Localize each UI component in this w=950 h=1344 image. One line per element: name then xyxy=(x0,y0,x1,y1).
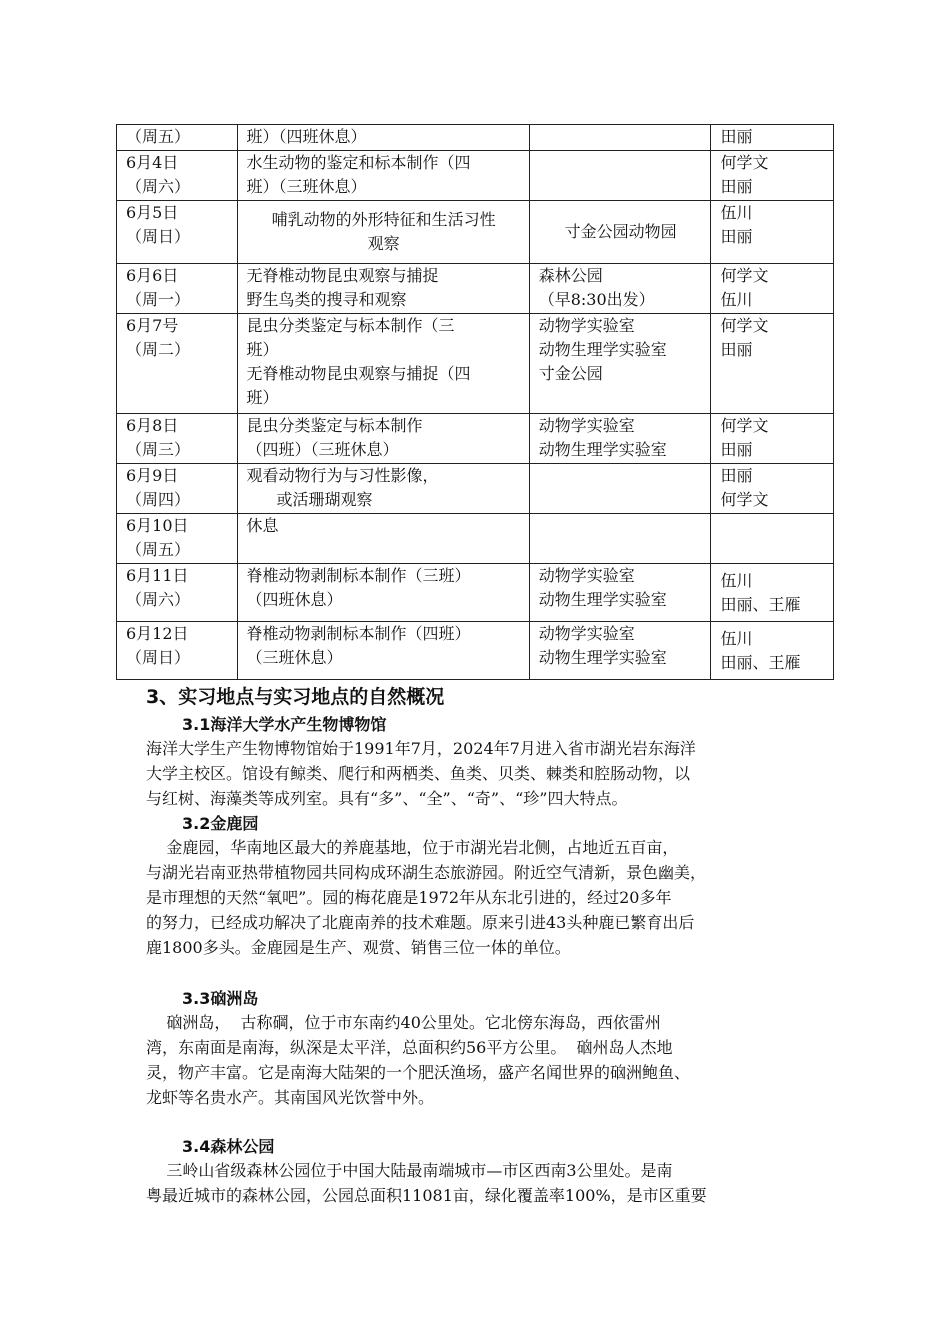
date-cell xyxy=(117,264,238,314)
staff-cell-line: 田丽、王雁 xyxy=(720,594,801,614)
staff-cell-line: 田丽 xyxy=(720,177,753,196)
date-cell-line: （周五） xyxy=(126,127,191,146)
content-cell-line: 观看动物行为与习性影像， xyxy=(246,466,439,485)
content-cell-line: 班）（四班休息） xyxy=(246,127,367,146)
table-row xyxy=(117,151,834,201)
date-cell xyxy=(117,151,238,201)
staff-cell xyxy=(711,464,834,514)
place-cell xyxy=(529,464,711,514)
place-cell-line: 动物学实验室 xyxy=(538,416,635,435)
staff-cell xyxy=(711,514,834,564)
staff-cell xyxy=(711,264,834,314)
staff-cell-line: 田丽 xyxy=(720,227,753,246)
place-cell xyxy=(529,314,711,414)
table-row xyxy=(117,264,834,314)
date-cell-line: 6月8日 xyxy=(126,416,179,435)
staff-cell xyxy=(711,125,834,151)
content-cell-line: 班） xyxy=(246,388,279,407)
paragraph-line: 大学主校区。馆设有鲸类、爬行和两栖类、鱼类、贝类、棘类和腔肠动物，以 xyxy=(146,764,691,783)
paragraph-line: 硇洲岛， 古称碙，位于市东南约40公里处。它北傍东海岛，西依雷州 xyxy=(146,1013,661,1032)
date-cell-line: （周六） xyxy=(126,177,191,196)
table-row xyxy=(117,314,834,414)
content-cell-line: 昆虫分类鉴定与标本制作（三 xyxy=(246,316,455,335)
date-cell xyxy=(117,564,238,622)
date-cell xyxy=(117,414,238,464)
place-cell-line: 动物学实验室 xyxy=(538,624,635,643)
table-row xyxy=(117,622,834,680)
paragraph-line: 的努力，已经成功解决了北鹿南养的技术难题。原来引进43头种鹿已繁育出后 xyxy=(146,913,695,932)
content-cell-line: 观察 xyxy=(367,234,400,253)
content-cell xyxy=(237,151,529,201)
place-cell xyxy=(529,151,711,201)
content-cell-line: 水生动物的鉴定和标本制作（四 xyxy=(246,153,471,172)
content-cell xyxy=(237,125,529,151)
staff-cell-line: 伍川 xyxy=(720,203,753,222)
table-row xyxy=(117,201,834,264)
content-cell xyxy=(237,514,529,564)
subsection-title-3-3: 3.3硇洲岛 xyxy=(182,989,259,1008)
content-cell xyxy=(237,414,529,464)
place-cell-line: 寸金公园动物园 xyxy=(564,222,677,241)
subsection-title-3-2: 3.2金鹿园 xyxy=(182,814,259,833)
staff-cell-line: 伍川 xyxy=(720,290,753,309)
paragraph-line: 与红树、海藻类等成列室。具有“多”、“全”、“奇”、“珍”四大特点。 xyxy=(146,789,628,808)
content-cell xyxy=(237,201,529,264)
paragraph-line: 龙虾等名贵水产。其南国风光饮誉中外。 xyxy=(146,1088,435,1107)
date-cell-line: （周日） xyxy=(126,227,191,246)
paragraph-line: 金鹿园，华南地区最大的养鹿基地，位于市湖光岩北侧，占地近五百亩， xyxy=(146,838,679,857)
content-cell-line: （三班休息） xyxy=(246,648,343,667)
staff-cell xyxy=(711,314,834,414)
content-cell-line: 无脊椎动物昆虫观察与捕捉（四 xyxy=(246,364,471,383)
content-cell-line: 野生鸟类的搜寻和观察 xyxy=(246,290,407,309)
date-cell xyxy=(117,201,238,264)
place-cell-line: 动物生理学实验室 xyxy=(538,590,667,609)
paragraph-line: 灵，物产丰富。它是南海大陆架的一个肥沃渔场，盛产名闻世界的硇洲鲍鱼、 xyxy=(146,1063,691,1082)
staff-cell-line: 何学文 xyxy=(720,490,769,509)
content-cell-line: 或活珊瑚观察 xyxy=(276,490,373,509)
content-cell xyxy=(237,264,529,314)
staff-cell xyxy=(711,622,834,680)
staff-cell xyxy=(711,564,834,622)
place-cell-line: 动物学实验室 xyxy=(538,316,635,335)
date-cell-line: （周六） xyxy=(126,590,191,609)
date-cell-line: （周三） xyxy=(126,440,191,459)
place-cell xyxy=(529,514,711,564)
table-row xyxy=(117,125,834,151)
paragraph-3-2 xyxy=(146,835,816,960)
content-cell-line: 昆虫分类鉴定与标本制作 xyxy=(246,416,423,435)
paragraph-line: 粤最近城市的森林公园，公园总面积11081亩，绿化覆盖率100%，是市区重要 xyxy=(146,1186,707,1205)
paragraph-line: 湾，东南面是南海，纵深是太平洋，总面积约56平方公里。 硇州岛人杰地 xyxy=(146,1038,673,1057)
staff-cell-line: 田丽 xyxy=(720,127,753,146)
date-cell-line: （周四） xyxy=(126,490,191,509)
place-cell xyxy=(529,622,711,680)
paragraph-line: 与湖光岩南亚热带植物园共同构成环湖生态旅游园。附近空气清新，景色幽美， xyxy=(146,863,707,882)
place-cell-line: （早8:30出发） xyxy=(538,290,655,309)
staff-cell xyxy=(711,201,834,264)
place-cell-line: 森林公园 xyxy=(538,266,603,285)
paragraph-line: 是市理想的天然“氧吧”。园的梅花鹿是1972年从东北引进的，经过20多年 xyxy=(146,888,672,907)
section-heading: 3、实习地点与实习地点的自然概况 xyxy=(146,686,445,708)
staff-cell-line: 伍川 xyxy=(720,570,753,590)
table-row xyxy=(117,464,834,514)
content-cell-line: （四班休息） xyxy=(246,590,343,609)
staff-cell xyxy=(711,151,834,201)
content-cell-line: 班）（三班休息） xyxy=(246,177,367,196)
date-cell-line: 6月4日 xyxy=(126,153,179,172)
staff-cell-line: 何学文 xyxy=(720,266,769,285)
date-cell-line: 6月7号 xyxy=(126,316,179,335)
paragraph-line: 鹿1800多头。金鹿园是生产、观赏、销售三位一体的单位。 xyxy=(146,938,571,957)
date-cell-line: 6月5日 xyxy=(126,203,179,222)
paragraph-line: 海洋大学生产生物博物馆始于1991年7月，2024年7月进入省市湖光岩东海洋 xyxy=(146,739,696,758)
date-cell xyxy=(117,464,238,514)
place-cell-line: 动物生理学实验室 xyxy=(538,340,667,359)
content-cell-line: （四班）（三班休息） xyxy=(246,440,399,459)
content-cell xyxy=(237,622,529,680)
staff-cell-line: 田丽 xyxy=(720,340,753,359)
date-cell-line: （周一） xyxy=(126,290,191,309)
paragraph-3-4 xyxy=(146,1158,816,1208)
subsection-title-3-1: 3.1海洋大学水产生物博物馆 xyxy=(182,715,387,734)
date-cell xyxy=(117,622,238,680)
place-cell-line: 动物生理学实验室 xyxy=(538,440,667,459)
content-cell-line: 哺乳动物的外形特征和生活习性 xyxy=(271,210,496,229)
place-cell-line: 动物生理学实验室 xyxy=(538,648,667,667)
content-cell-line: 班） xyxy=(246,340,279,359)
staff-cell-line: 何学文 xyxy=(720,153,769,172)
date-cell-line: 6月12日 xyxy=(126,624,189,643)
schedule-table xyxy=(116,124,834,680)
date-cell-line: 6月6日 xyxy=(126,266,179,285)
staff-cell-line: 田丽、王雁 xyxy=(720,652,801,672)
date-cell xyxy=(117,314,238,414)
paragraph-line: 三岭山省级森林公园位于中国大陆最南端城市—市区西南3公里处。是南 xyxy=(146,1161,673,1180)
place-cell xyxy=(529,125,711,151)
staff-cell-line: 田丽 xyxy=(720,466,753,485)
table-row xyxy=(117,414,834,464)
date-cell-line: （周五） xyxy=(126,540,191,559)
place-cell xyxy=(529,264,711,314)
date-cell-line: （周二） xyxy=(126,340,191,359)
paragraph-3-3 xyxy=(146,1010,816,1110)
date-cell-line: 6月10日 xyxy=(126,516,189,535)
staff-cell-line: 何学文 xyxy=(720,416,769,435)
date-cell-line: 6月11日 xyxy=(126,566,189,585)
content-cell-line: 休息 xyxy=(246,516,279,535)
content-cell xyxy=(237,464,529,514)
place-cell xyxy=(529,414,711,464)
place-cell-line: 寸金公园 xyxy=(538,364,603,383)
date-cell-line: 6月9日 xyxy=(126,466,179,485)
date-cell-line: （周日） xyxy=(126,648,191,667)
staff-cell-line: 田丽 xyxy=(720,440,753,459)
content-cell xyxy=(237,564,529,622)
staff-cell-line: 何学文 xyxy=(720,316,769,335)
place-cell xyxy=(529,201,711,264)
place-cell-line: 动物学实验室 xyxy=(538,566,635,585)
table-row xyxy=(117,564,834,622)
content-cell xyxy=(237,314,529,414)
paragraph-3-1 xyxy=(146,736,816,811)
content-cell-line: 无脊椎动物昆虫观察与捕捉 xyxy=(246,266,439,285)
subsection-title-3-4: 3.4森林公园 xyxy=(182,1137,275,1156)
content-cell-line: 脊椎动物剥制标本制作（三班） xyxy=(246,566,471,585)
place-cell xyxy=(529,564,711,622)
date-cell xyxy=(117,514,238,564)
date-cell xyxy=(117,125,238,151)
staff-cell xyxy=(711,414,834,464)
staff-cell-line: 伍川 xyxy=(720,628,753,648)
table-row xyxy=(117,514,834,564)
content-cell-line: 脊椎动物剥制标本制作（四班） xyxy=(246,624,471,643)
